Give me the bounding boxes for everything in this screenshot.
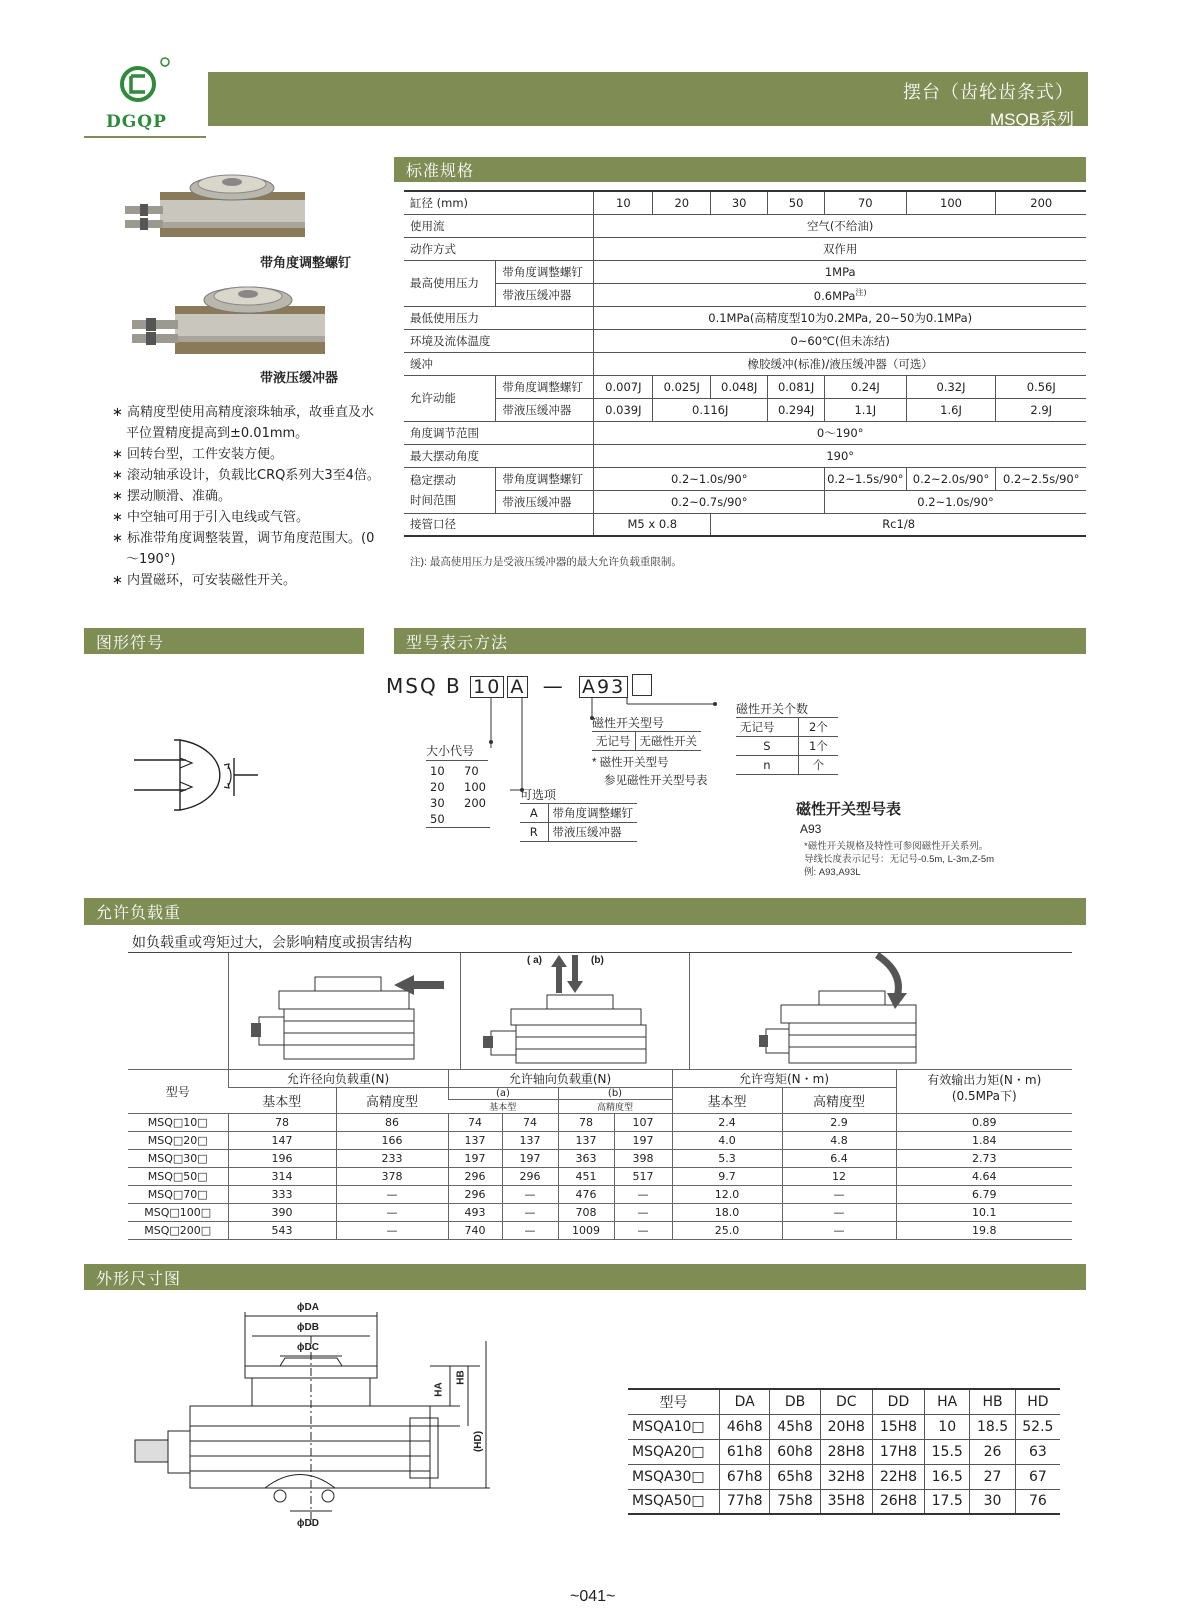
table-row: 带液压缓冲器 0.2~0.7s/90° 0.2~1.0s/90° [404, 490, 1086, 513]
table-row: 最高使用压力 带角度调整螺钉 1MPa [404, 260, 1086, 283]
value-cell: 26 [970, 1439, 1015, 1464]
table-row: 带液压缓冲器 0.039J 0.116J 0.294J 1.1J 1.6J 2.9J [404, 398, 1086, 421]
product-shock-icon [130, 276, 330, 366]
dims-table [628, 1388, 1060, 1515]
option-table [520, 803, 637, 842]
table-row [128, 1132, 1072, 1150]
value-cell: 17.5 [925, 1489, 970, 1514]
list-item: ∗ 标准带角度调整装置，调节角度范围大。(0～190°) [112, 531, 375, 567]
radial-load-diagram [251, 975, 444, 1059]
value-cell: — [502, 1204, 558, 1222]
value-cell: 2.4 [672, 1114, 782, 1132]
column-header: DA [720, 1389, 770, 1414]
value-cell: 4.64 [896, 1168, 1072, 1186]
value-cell: 46h8 [720, 1414, 770, 1439]
dim-label-db: ϕDB [297, 1322, 319, 1333]
page-number: ~041~ [570, 1588, 616, 1605]
spec-table [404, 190, 1086, 537]
value-cell: 19.8 [896, 1222, 1072, 1240]
table-row: 缸径 (mm) 10 20 30 50 70 100 200 [404, 191, 1086, 214]
table-row: 20 100 [430, 780, 486, 794]
dims-section-header: 外形尺寸图 [84, 1264, 1086, 1290]
list-item: ∗ 滚动轴承设计，负载比CRQ系列大3至4倍。 [112, 468, 380, 483]
switch-type-model: A93 [800, 822, 822, 836]
value-cell: 15H8 [872, 1414, 924, 1439]
value-cell: 26H8 [872, 1489, 924, 1514]
value-cell: 197 [502, 1150, 558, 1168]
value-cell: 378 [336, 1168, 448, 1186]
table-row [128, 1222, 1072, 1240]
brand-logo [98, 52, 198, 132]
moment-load-diagram [759, 955, 916, 1063]
model-cell: MSQ□20□ [128, 1132, 228, 1150]
value-cell: 4.8 [782, 1132, 896, 1150]
value-cell: 197 [614, 1132, 672, 1150]
model-cell: MSQA20□ [628, 1439, 720, 1464]
table-row: 基本型 高精度型 [128, 1100, 1072, 1114]
value-cell: — [502, 1186, 558, 1204]
value-cell: 12.0 [672, 1186, 782, 1204]
value-cell: 76 [1015, 1489, 1060, 1514]
value-cell: — [782, 1222, 896, 1240]
column-header: 型号 [628, 1389, 720, 1414]
value-cell: 78 [558, 1114, 614, 1132]
value-cell: 30 [970, 1489, 1015, 1514]
switch-model-block: 磁性开关型号 无记号 无磁性开关 * 磁性开关型号 参见磁性开关型号表 [592, 716, 708, 787]
value-cell: — [336, 1204, 448, 1222]
table-row [128, 1186, 1072, 1204]
value-cell: 137 [502, 1132, 558, 1150]
column-header: HD [1015, 1389, 1060, 1414]
value-cell: 0.89 [896, 1114, 1072, 1132]
axial-load-diagram [483, 955, 646, 1063]
column-header: DB [770, 1389, 820, 1414]
value-cell: — [614, 1186, 672, 1204]
value-cell: 28H8 [820, 1439, 872, 1464]
value-cell: — [502, 1222, 558, 1240]
value-cell: 2.73 [896, 1150, 1072, 1168]
table-row: 动作方式 双作用 [404, 237, 1086, 260]
axial-label-b: (b) [591, 955, 604, 966]
value-cell: 197 [448, 1150, 502, 1168]
value-cell: 32H8 [820, 1464, 872, 1489]
value-cell: — [336, 1222, 448, 1240]
value-cell: 451 [558, 1168, 614, 1186]
model-cell: MSQ□10□ [128, 1114, 228, 1132]
value-cell: 86 [336, 1114, 448, 1132]
table-row: 允许动能 带角度调整螺钉 0.007J 0.025J 0.048J 0.081J 0.24J 0.32J 0.56J [404, 375, 1086, 398]
value-cell: 147 [228, 1132, 336, 1150]
value-cell: 17H8 [872, 1439, 924, 1464]
value-cell: 2.9 [782, 1114, 896, 1132]
table-row: 50 [426, 811, 490, 828]
load-section-header: 允许负载重 [84, 898, 1086, 925]
value-cell: — [614, 1222, 672, 1240]
table-row: 角度调节范围 0～190° [404, 421, 1086, 444]
table-row: 环境及流体温度 0~60℃(但未冻结) [404, 329, 1086, 352]
table-row: 最大摆动角度 190° [404, 444, 1086, 467]
graphic-symbol [134, 730, 264, 820]
product-image-screw [120, 162, 310, 252]
table-row: 基本型 高精度型 (a) (b) 基本型 高精度型 [128, 1088, 1072, 1100]
table-row: 30 200 [430, 796, 486, 810]
table-row: 接管口径 M5 x 0.8 Rc1/8 [404, 513, 1086, 536]
column-header: DD [872, 1389, 924, 1414]
value-cell: 6.79 [896, 1186, 1072, 1204]
value-cell: 74 [448, 1114, 502, 1132]
switch-type-table-title: 磁性开关型号表 [796, 801, 902, 818]
list-item: ∗ 回转台型，工件安装方便。 [112, 447, 284, 462]
product-caption-shock: 带液压缓冲器 [260, 370, 339, 385]
value-cell: 18.0 [672, 1204, 782, 1222]
model-section-header: 型号表示方法 [394, 628, 1086, 654]
value-cell: 6.4 [782, 1150, 896, 1168]
table-row: 10 70 [430, 764, 479, 778]
rotary-actuator-symbol-icon [134, 730, 264, 820]
value-cell: 517 [614, 1168, 672, 1186]
model-cell: MSQA50□ [628, 1489, 720, 1514]
value-cell: 67 [1015, 1464, 1060, 1489]
table-row: R 带液压缓冲器 [520, 823, 637, 842]
value-cell: 35H8 [820, 1489, 872, 1514]
value-cell: — [336, 1186, 448, 1204]
value-cell: 740 [448, 1222, 502, 1240]
dimension-drawing [130, 1296, 510, 1532]
table-row: 无记号 无磁性开关 [592, 732, 701, 751]
model-cell: MSQA10□ [628, 1414, 720, 1439]
value-cell: 314 [228, 1168, 336, 1186]
product-image-shock [130, 276, 330, 366]
column-header: HB [970, 1389, 1015, 1414]
value-cell: 22H8 [872, 1464, 924, 1489]
load-intro: 如负载重或弯矩过大，会影响精度或损害结构 [132, 934, 412, 950]
model-cell: MSQ□50□ [128, 1168, 228, 1186]
table-row: 带液压缓冲器 0.6MPa$^{注)}$ [404, 283, 1086, 306]
model-cell: MSQ□70□ [128, 1186, 228, 1204]
size-code-block: 大小代号 10 70 20 100 30 200 50 [426, 742, 490, 828]
dim-label-dc: ϕDC [297, 1342, 319, 1353]
value-cell: 27 [970, 1464, 1015, 1489]
table-row [628, 1414, 1060, 1439]
value-cell: 1.84 [896, 1132, 1072, 1150]
table-row [628, 1489, 1060, 1514]
value-cell: 25.0 [672, 1222, 782, 1240]
value-cell: 60h8 [770, 1439, 820, 1464]
symbol-section-header: 图形符号 [84, 628, 364, 654]
table-row [128, 1204, 1072, 1222]
value-cell: 333 [228, 1186, 336, 1204]
table-row: 缓冲 橡胶缓冲(标准)/液压缓冲器（可选） [404, 352, 1086, 375]
table-row [628, 1464, 1060, 1489]
list-item: ∗ 内置磁环，可安装磁性开关。 [112, 573, 297, 588]
dim-label-da: ϕDA [297, 1302, 319, 1313]
value-cell: 12 [782, 1168, 896, 1186]
value-cell: 196 [228, 1150, 336, 1168]
value-cell: 543 [228, 1222, 336, 1240]
value-cell: 61h8 [720, 1439, 770, 1464]
value-cell: 9.7 [672, 1168, 782, 1186]
table-row [628, 1439, 1060, 1464]
list-item: ∗ 摆动顺滑、准确。 [112, 489, 232, 504]
value-cell: — [614, 1204, 672, 1222]
load-diagrams [228, 953, 918, 1069]
dims-table-body [628, 1414, 1060, 1514]
dimension-drawing-icon [130, 1296, 510, 1532]
table-row: n 个 [736, 756, 838, 775]
value-cell: 107 [614, 1114, 672, 1132]
product-caption-screw: 带角度调整螺钉 [260, 255, 352, 270]
list-item: ∗ 高精度型使用高精度滚珠轴承，故垂直及水平位置精度提高到±0.01mm。 [112, 405, 375, 441]
header-rule [84, 136, 206, 138]
table-row: 最低使用压力 0.1MPa(高精度型10为0.2MPa, 20~50为0.1MPa) [404, 306, 1086, 329]
switch-count-block: 磁性开关个数 无记号 2个 S 1个 n 个 [736, 700, 838, 775]
value-cell: 45h8 [770, 1414, 820, 1439]
header-banner [208, 72, 1088, 129]
size-code-table [426, 763, 490, 828]
dim-label-hb: HB [455, 1370, 467, 1385]
feature-list [112, 402, 384, 591]
table-row: A 带角度调整螺钉 [520, 804, 637, 823]
switch-model-table [592, 731, 701, 751]
value-cell: 296 [448, 1186, 502, 1204]
switch-type-notes: *磁性开关规格及特性可参阅磁性开关系列。 导线长度表示记号：无记号-0.5m, L-3m,Z-5m 例: A93,A93L [804, 841, 995, 878]
value-cell: 137 [558, 1132, 614, 1150]
spec-section-header: 标准规格 [394, 157, 1086, 182]
axial-label-a: ( a) [527, 955, 542, 966]
value-cell: — [782, 1204, 896, 1222]
column-header: HA [925, 1389, 970, 1414]
table-row: 稳定摆动 时间范围 带角度调整螺钉 0.2~1.0s/90° 0.2~1.5s/90° 0.2~2.0s/90° 0.2~2.5s/90° [404, 467, 1086, 490]
column-header: DC [820, 1389, 872, 1414]
spec-note: 注): 最高使用压力是受液压缓冲器的最大允许负载重限制。 [410, 556, 682, 568]
header-subtitle: MSQB系列 [989, 110, 1074, 129]
list-item: ∗ 中空轴可用于引入电线或气管。 [112, 510, 310, 525]
value-cell: 67h8 [720, 1464, 770, 1489]
value-cell: 296 [448, 1168, 502, 1186]
value-cell: 233 [336, 1150, 448, 1168]
model-cell: MSQA30□ [628, 1464, 720, 1489]
load-table [128, 1069, 1072, 1240]
value-cell: 166 [336, 1132, 448, 1150]
value-cell: 4.0 [672, 1132, 782, 1150]
load-table-body [128, 1114, 1072, 1240]
value-cell: 63 [1015, 1439, 1060, 1464]
value-cell: 77h8 [720, 1489, 770, 1514]
value-cell: 1009 [558, 1222, 614, 1240]
value-cell: 15.5 [925, 1439, 970, 1464]
value-cell: 10 [925, 1414, 970, 1439]
load-diagram-icons [229, 953, 919, 1069]
value-cell: — [782, 1186, 896, 1204]
value-cell: 52.5 [1015, 1414, 1060, 1439]
model-cell: MSQ□100□ [128, 1204, 228, 1222]
table-row [628, 1389, 1060, 1414]
value-cell: 16.5 [925, 1464, 970, 1489]
model-cell: MSQ□200□ [128, 1222, 228, 1240]
value-cell: 20H8 [820, 1414, 872, 1439]
dim-label-dd: ϕDD [297, 1518, 319, 1529]
dim-label-ha: HA [433, 1382, 445, 1397]
value-cell: 65h8 [770, 1464, 820, 1489]
table-row [128, 1114, 1072, 1132]
model-code: MSQ B 10 A — A93 [386, 674, 652, 698]
value-cell: 363 [558, 1150, 614, 1168]
table-row: 无记号 2个 [736, 718, 838, 737]
product-screw-icon [120, 162, 310, 252]
value-cell: 78 [228, 1114, 336, 1132]
option-block: 可选项 A 带角度调整螺钉 R 带液压缓冲器 [520, 786, 637, 842]
value-cell: 296 [502, 1168, 558, 1186]
logo-text: DGQP [106, 112, 167, 132]
value-cell: 476 [558, 1186, 614, 1204]
value-cell: 10.1 [896, 1204, 1072, 1222]
value-cell: 75h8 [770, 1489, 820, 1514]
value-cell: 493 [448, 1204, 502, 1222]
table-row: S 1个 [736, 737, 838, 756]
value-cell: 390 [228, 1204, 336, 1222]
value-cell: 5.3 [672, 1150, 782, 1168]
table-row: 使用流 空气(不给油) [404, 214, 1086, 237]
header-title: 摆台（齿轮齿条式） [903, 82, 1074, 102]
value-cell: 18.5 [970, 1414, 1015, 1439]
switch-count-table [736, 717, 838, 775]
table-row: 型号 允许径向负载重(N) 允许轴向负载重(N) 允许弯矩(N・m) 有效输出力矩(N・m) (0.5MPa下) [128, 1070, 1072, 1088]
table-row [128, 1150, 1072, 1168]
dim-label-hd: (HD) [473, 1430, 485, 1453]
value-cell: 137 [448, 1132, 502, 1150]
value-cell: 398 [614, 1150, 672, 1168]
model-cell: MSQ□30□ [128, 1150, 228, 1168]
value-cell: 708 [558, 1204, 614, 1222]
table-row [128, 1168, 1072, 1186]
value-cell: 74 [502, 1114, 558, 1132]
